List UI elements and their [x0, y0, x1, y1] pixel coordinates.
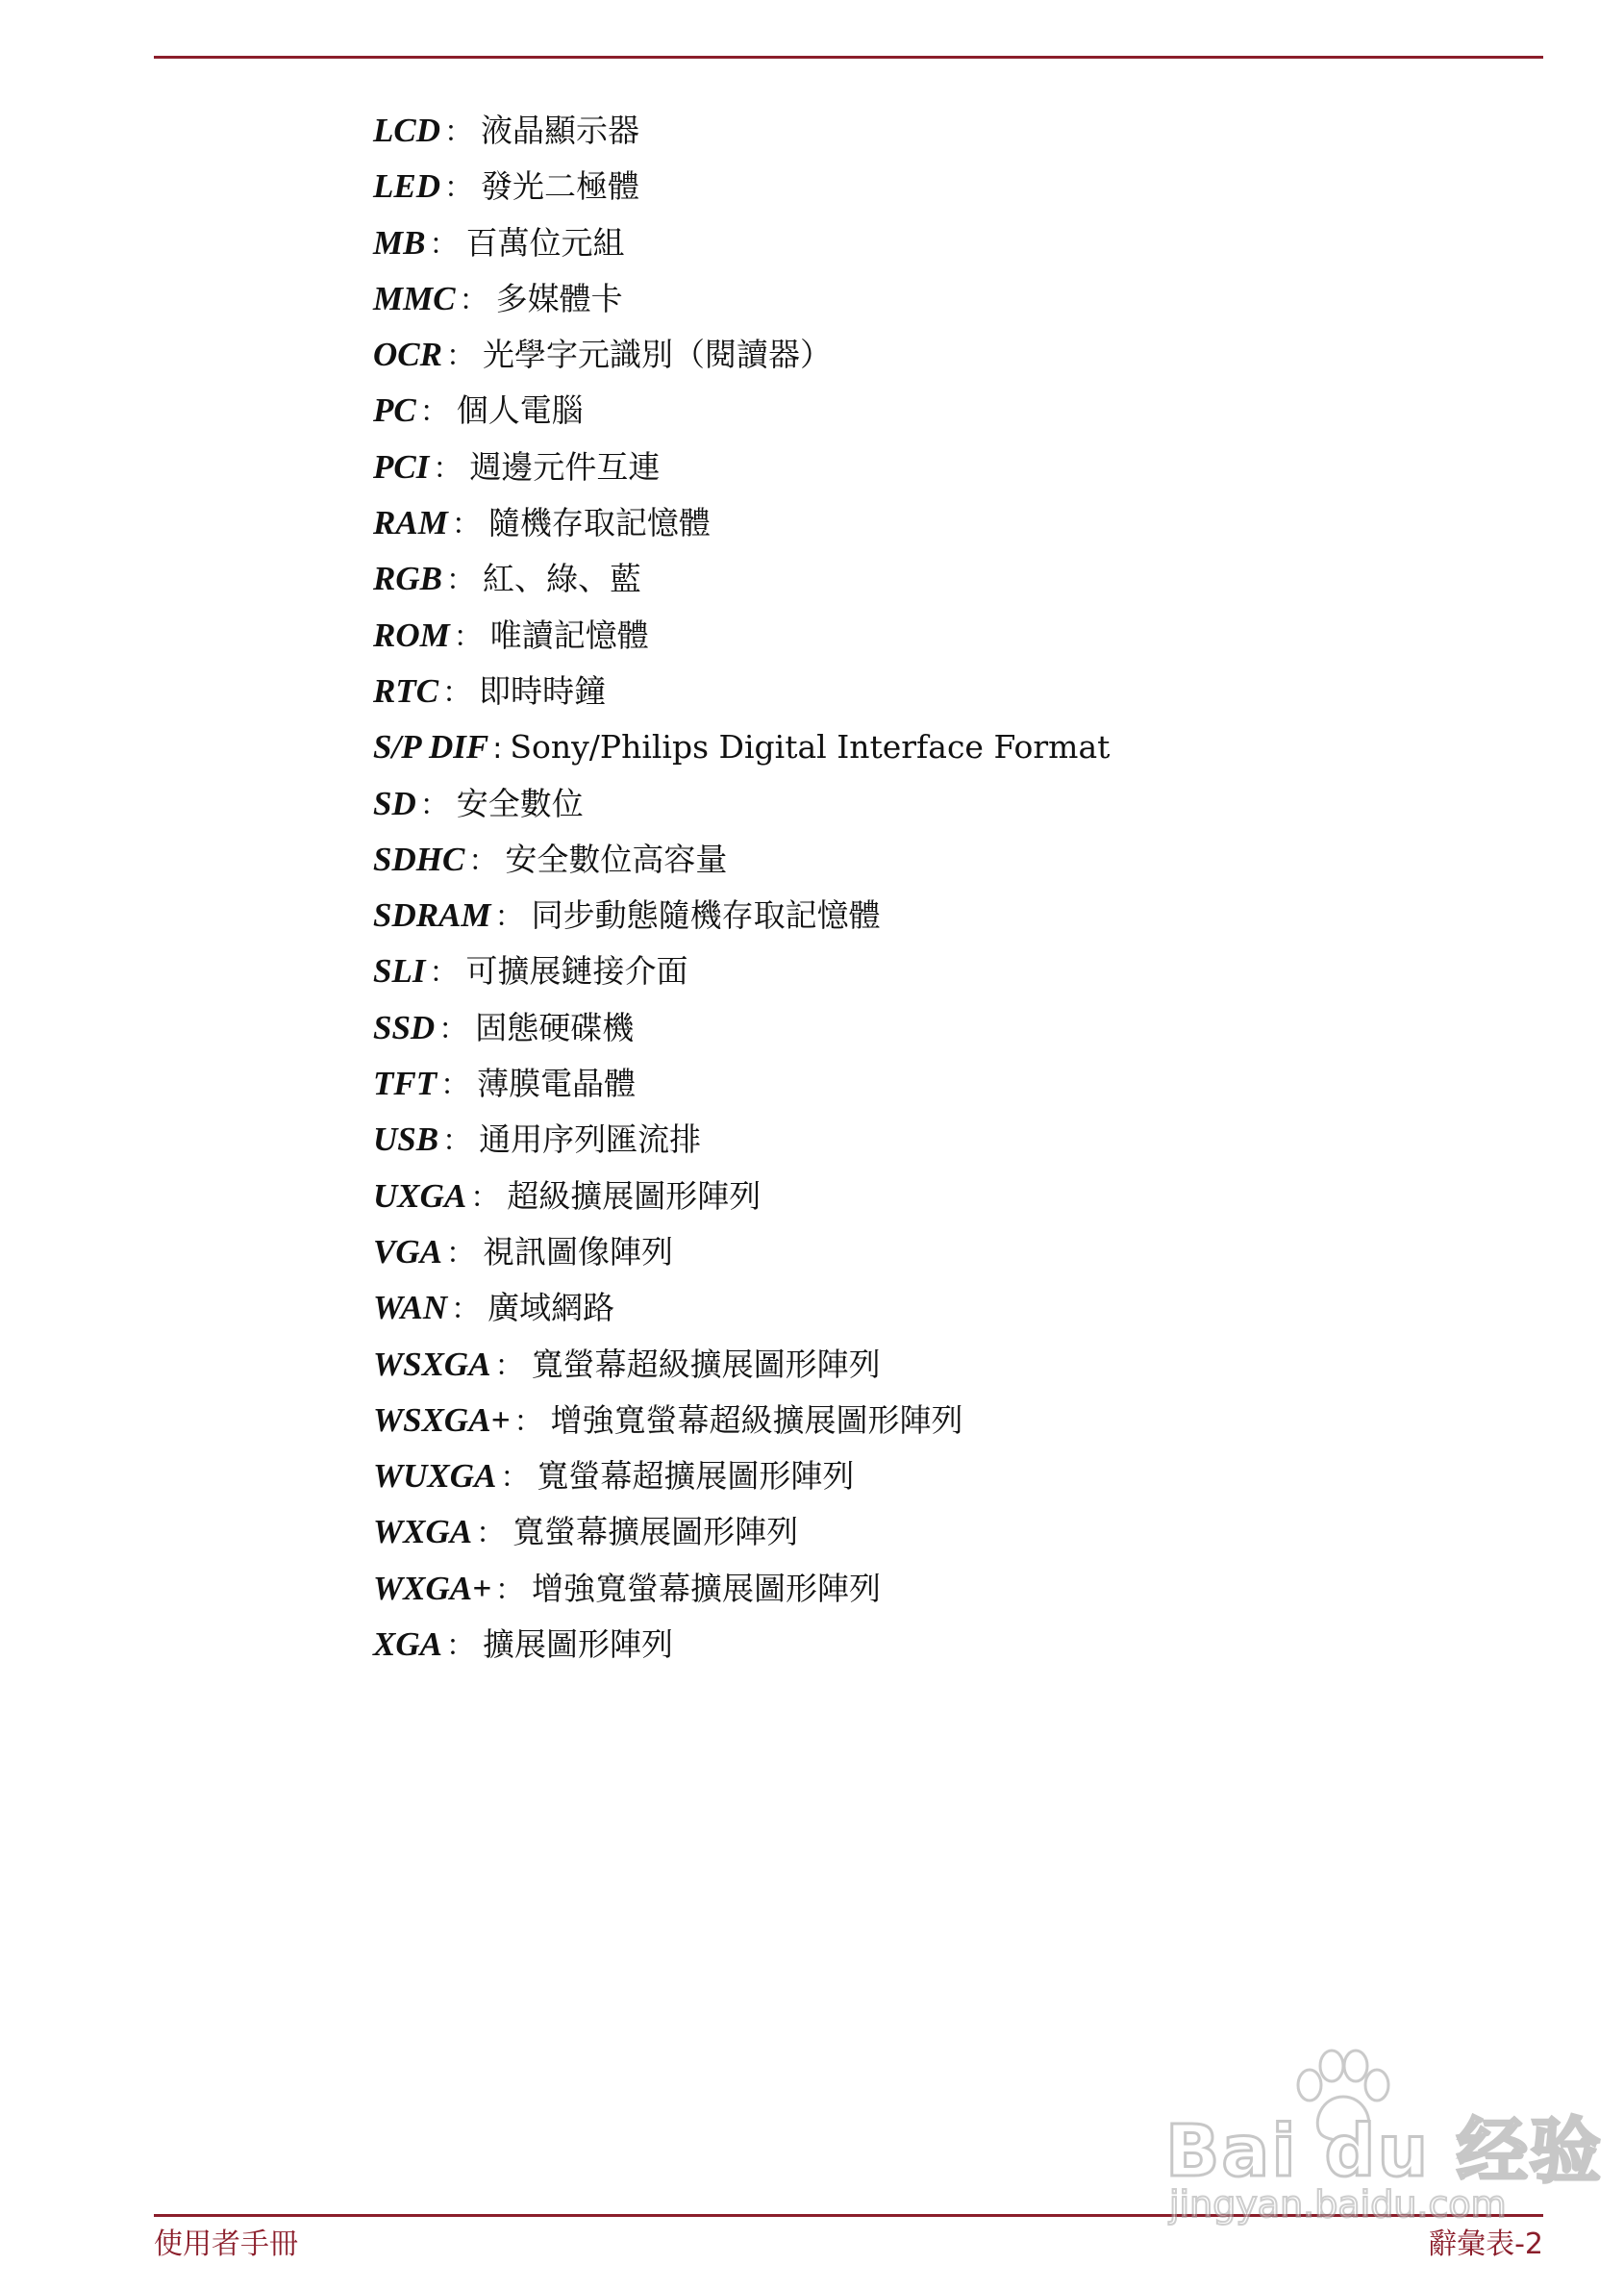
glossary-term: WUXGA [373, 1457, 497, 1496]
glossary-term: WXGA [373, 1513, 473, 1551]
glossary-term: WXGA+ [373, 1569, 492, 1607]
glossary-term: LED [373, 167, 440, 206]
glossary-term: S/P DIF [373, 728, 489, 767]
glossary-definition: 固態硬碟機 [475, 1008, 635, 1046]
term-separator: ： [451, 508, 481, 542]
glossary-entry [373, 1504, 1110, 1560]
term-separator: ： [500, 1461, 530, 1496]
footer-page-number: 辭彙表-2 [1428, 2227, 1543, 2261]
glossary-entry [373, 1337, 1110, 1393]
glossary-entry [373, 1000, 1110, 1056]
glossary-entry [373, 719, 1110, 775]
term-separator: ： [438, 1012, 468, 1046]
glossary-term: WSXGA+ [373, 1400, 511, 1439]
glossary-entry [373, 888, 1110, 944]
glossary-definition: 即時時鐘 [479, 671, 607, 710]
glossary-term: UXGA [373, 1176, 467, 1215]
term-separator: ： [440, 1069, 470, 1103]
glossary-entry [373, 1224, 1110, 1280]
term-separator: ： [468, 843, 498, 878]
glossary-term: MMC [373, 279, 456, 317]
term-separator: ： [429, 227, 459, 262]
glossary-entry [373, 944, 1110, 999]
glossary-definition: 紅、綠、藍 [482, 560, 641, 598]
glossary-definition: 同步動態隨機存取記憶體 [531, 896, 881, 935]
glossary-entry [373, 327, 1110, 383]
glossary-entry [373, 159, 1110, 214]
glossary-definition: 超級擴展圖形陣列 [507, 1176, 762, 1215]
glossary-term: RTC [373, 671, 439, 710]
glossary-definition: 增強寬螢幕擴展圖形陣列 [532, 1569, 882, 1607]
glossary-term: SDRAM [373, 896, 491, 935]
glossary-entry [373, 1617, 1110, 1673]
glossary-definition: 寬螢幕超擴展圖形陣列 [537, 1457, 855, 1496]
glossary-term: RAM [373, 504, 448, 542]
glossary-definition: 週邊元件互連 [469, 447, 661, 486]
glossary-entry [373, 103, 1110, 159]
glossary-term: VGA [373, 1232, 442, 1271]
term-separator: ： [451, 1293, 481, 1327]
glossary-definition: 擴展圖形陣列 [482, 1625, 673, 1664]
glossary-entry [373, 551, 1110, 607]
term-separator: ： [495, 1573, 525, 1607]
term-separator: ： [513, 1404, 543, 1439]
term-separator: ： [445, 564, 475, 598]
glossary-definition: 廣域網路 [487, 1289, 615, 1327]
glossary-term: WAN [373, 1289, 448, 1327]
glossary-term: MB [373, 223, 426, 262]
term-separator: ： [445, 1236, 475, 1271]
glossary-entry [373, 1169, 1110, 1224]
glossary-definition: 個人電腦 [456, 391, 584, 430]
glossary-definition: 通用序列匯流排 [479, 1120, 702, 1159]
term-separator: ： [453, 619, 483, 654]
term-separator: ： [494, 900, 524, 935]
glossary-definition: Sony/Philips Digital Interface Format [510, 728, 1111, 767]
term-separator: ： [444, 171, 473, 206]
glossary-entry [373, 215, 1110, 271]
term-separator: ： [445, 340, 475, 374]
glossary-term: RGB [373, 560, 442, 598]
glossary-term: OCR [373, 336, 442, 374]
glossary-definition: 光學字元識別（閱讀器） [482, 336, 832, 374]
glossary-term: PCI [373, 447, 430, 486]
term-separator: : [492, 732, 503, 767]
glossary-entry [373, 383, 1110, 439]
glossary-definition: 百萬位元組 [465, 223, 625, 262]
watermark-url: jingyan.baidu.com [1169, 2183, 1507, 2226]
glossary-entry [373, 1280, 1110, 1336]
glossary-definition: 多媒體卡 [495, 279, 623, 317]
glossary-entry [373, 776, 1110, 832]
glossary-definition: 安全數位高容量 [505, 840, 728, 878]
glossary-term: TFT [373, 1065, 437, 1103]
header-rule [154, 56, 1543, 59]
glossary-entry [373, 832, 1110, 888]
glossary-definition: 增強寬螢幕超級擴展圖形陣列 [550, 1400, 963, 1439]
glossary-entry [373, 1448, 1110, 1504]
glossary-term: XGA [373, 1625, 442, 1664]
glossary-definition: 發光二極體 [481, 167, 639, 206]
glossary-entry [373, 1393, 1110, 1448]
term-separator: ： [445, 1629, 475, 1664]
glossary-entry [373, 495, 1110, 551]
glossary-term: SSD [373, 1008, 436, 1046]
footer-manual-title: 使用者手冊 [154, 2227, 298, 2261]
term-separator: ： [429, 956, 459, 991]
term-separator: ： [419, 395, 449, 430]
term-separator: ： [444, 115, 473, 149]
glossary-entry [373, 1561, 1110, 1617]
glossary-definition: 薄膜電晶體 [477, 1065, 637, 1103]
glossary-definition: 可擴展鏈接介面 [465, 952, 688, 991]
term-separator: ： [494, 1348, 524, 1383]
glossary-definition: 寬螢幕超級擴展圖形陣列 [531, 1345, 881, 1383]
baidu-watermark [1154, 2049, 1603, 2231]
watermark-logo-text: Bai du 经验 [1165, 2110, 1603, 2193]
glossary-term: USB [373, 1120, 439, 1159]
glossary-entry [373, 1112, 1110, 1168]
glossary-entry [373, 664, 1110, 719]
term-separator: ： [459, 283, 488, 317]
glossary-term: SD [373, 784, 416, 822]
glossary-definition: 安全數位 [456, 784, 584, 822]
term-separator: ： [470, 1180, 500, 1215]
glossary-definition: 唯讀記憶體 [489, 616, 649, 654]
glossary-term: SLI [373, 952, 426, 991]
glossary-entry [373, 608, 1110, 664]
glossary-definition: 隨機存取記憶體 [487, 504, 711, 542]
term-separator: ： [433, 451, 462, 486]
term-separator: ： [442, 1124, 472, 1159]
glossary-definition: 液晶顯示器 [481, 112, 639, 149]
glossary-definition: 視訊圖像陣列 [482, 1232, 673, 1271]
glossary-term: SDHC [373, 840, 465, 878]
term-separator: ： [476, 1517, 506, 1551]
glossary-entry [373, 440, 1110, 495]
glossary-term: WSXGA [373, 1345, 491, 1383]
glossary-entry [373, 1056, 1110, 1112]
glossary-term: LCD [373, 112, 440, 149]
glossary-entry [373, 271, 1110, 327]
term-separator: ： [442, 675, 472, 710]
term-separator: ： [419, 788, 449, 822]
glossary-definition: 寬螢幕擴展圖形陣列 [512, 1513, 799, 1551]
glossary-term: PC [373, 391, 416, 430]
glossary-list [373, 103, 1110, 1673]
glossary-term: ROM [373, 616, 450, 654]
